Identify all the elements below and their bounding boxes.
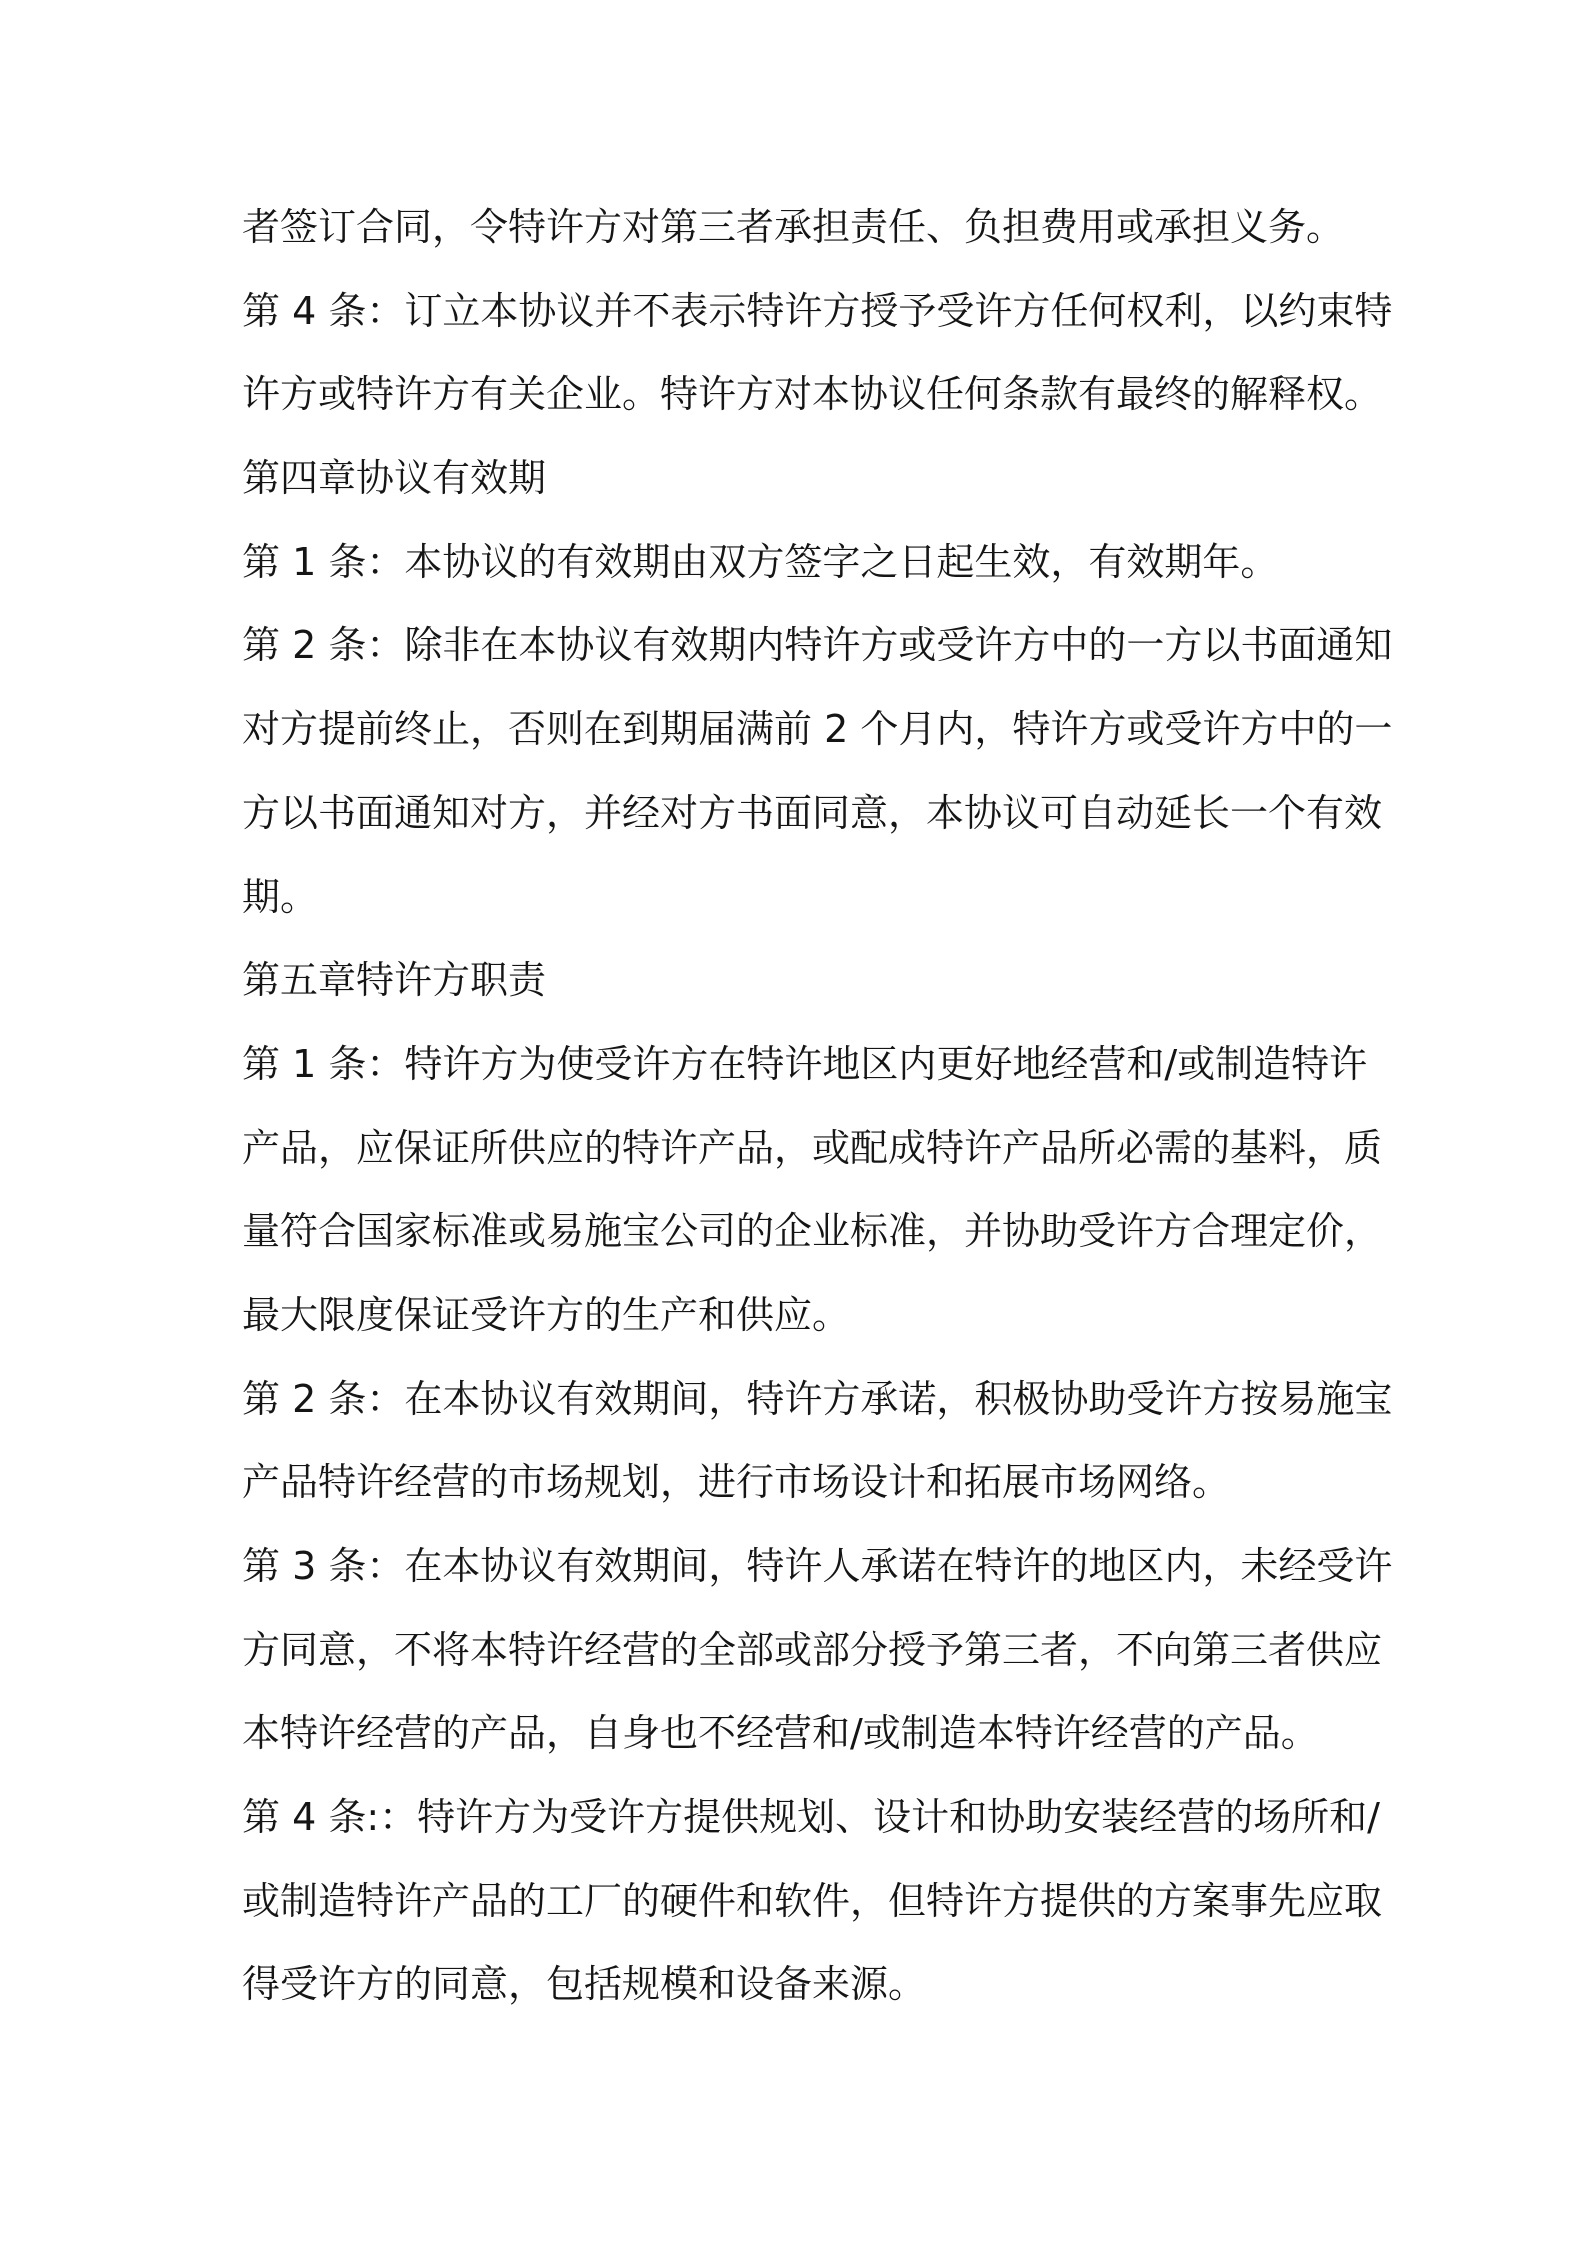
paragraph-line: 第 1 条：特许方为使受许方在特许地区内更好地经营和/或制造特许 [242, 1041, 1368, 1086]
paragraph-line: 本特许经营的产品，自身也不经营和/或制造本特许经营的产品。 [242, 1711, 1319, 1756]
article-4-paragraph [242, 1776, 1383, 2027]
paragraph-line: 产品，应保证所供应的特许产品，或配成特许产品所必需的基料，质 [242, 1125, 1383, 1170]
article-2-paragraph [242, 604, 1393, 939]
article-3-paragraph [242, 1525, 1393, 1776]
paragraph-line: 第 3 条：在本协议有效期间，特许人承诺在特许的地区内，未经受许 [242, 1544, 1393, 1588]
chapter-heading-text: 第五章特许方职责 [242, 958, 547, 1003]
paragraph-line: 最大限度保证受许方的生产和供应。 [242, 1292, 851, 1337]
paragraph-line: 对方提前终止，否则在到期届满前 2 个月内，特许方或受许方中的一 [242, 707, 1393, 752]
paragraph-line: 量符合国家标准或易施宝公司的企业标准，并协助受许方合理定价， [242, 1209, 1383, 1254]
paragraph-line: 产品特许经营的市场规划，进行市场设计和拓展市场网络。 [242, 1460, 1231, 1505]
paragraph-line: 方同意，不将本特许经营的全部或部分授予第三者，不向第三者供应 [242, 1627, 1383, 1672]
paragraph-line: 第 4 条：订立本协议并不表示特许方授予受许方任何权利，以约束特 [242, 288, 1393, 333]
paragraph-line: 第 1 条：本协议的有效期由双方签字之日起生效，有效期年。 [242, 539, 1279, 584]
document-body [242, 186, 1393, 2027]
paragraph-line: 第 2 条：除非在本协议有效期内特许方或受许方中的一方以书面通知 [242, 623, 1393, 668]
article-2-paragraph [242, 1358, 1393, 1525]
paragraph-line: 者签订合同，令特许方对第三者承担责任、负担费用或承担义务。 [242, 205, 1345, 249]
paragraph-line: 期。 [242, 874, 319, 919]
chapter-heading [242, 939, 1358, 1023]
paragraph-line: 得受许方的同意，包括规模和设备来源。 [242, 1962, 927, 2007]
paragraph-line: 或制造特许产品的工厂的硬件和软件，但特许方提供的方案事先应取 [242, 1878, 1383, 1923]
chapter-heading-text: 第四章协议有效期 [242, 456, 547, 501]
article-continuation [242, 186, 1358, 270]
paragraph-line: 方以书面通知对方，并经对方书面同意，本协议可自动延长一个有效 [242, 790, 1383, 835]
chapter-heading [242, 437, 1358, 521]
article-1-paragraph [242, 1023, 1383, 1358]
article-1-paragraph [242, 521, 1358, 605]
paragraph-line: 许方或特许方有关企业。特许方对本协议任何条款有最终的解释权。 [242, 372, 1383, 417]
paragraph-line: 第 4 条:：特许方为受许方提供规划、设计和协助安装经营的场所和/ [242, 1795, 1380, 1840]
paragraph-line: 第 2 条：在本协议有效期间，特许方承诺，积极协助受许方按易施宝 [242, 1376, 1393, 1421]
article-4-paragraph [242, 270, 1393, 437]
